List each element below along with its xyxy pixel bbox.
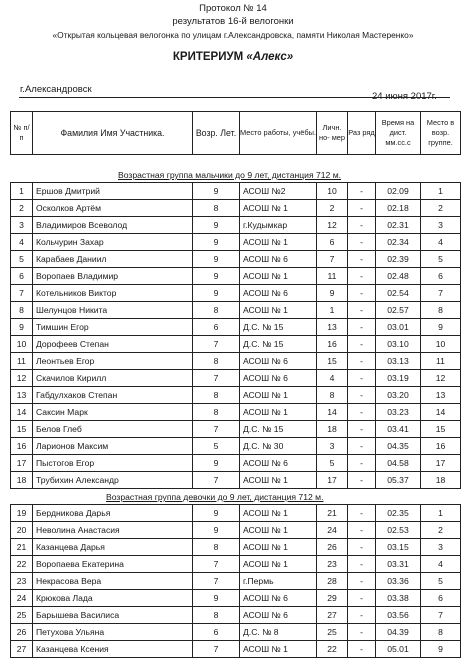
cell-rank: -: [348, 183, 376, 200]
col-bib: Личн. но- мер: [317, 112, 348, 155]
cell-name: Саксин Марк: [33, 404, 193, 421]
cell-place: 5: [421, 573, 461, 590]
cell-num: 8: [11, 302, 33, 319]
cell-time: 02.48: [376, 268, 421, 285]
cell-num: 26: [11, 624, 33, 641]
table-row: [11, 285, 461, 302]
cell-rank: -: [348, 539, 376, 556]
cell-bib: 4: [317, 370, 348, 387]
cell-bib: 13: [317, 319, 348, 336]
cell-work: АСОШ № 1: [240, 472, 317, 489]
cell-age: 9: [193, 590, 240, 607]
cell-num: 22: [11, 556, 33, 573]
date-label: 24 июня 2017г.: [372, 91, 437, 102]
cell-age: 7: [193, 421, 240, 438]
cell-name: Карабаев Даниил: [33, 251, 193, 268]
cell-bib: 15: [317, 353, 348, 370]
cell-bib: 24: [317, 522, 348, 539]
cell-num: 13: [11, 387, 33, 404]
cell-bib: 18: [317, 421, 348, 438]
cell-bib: 26: [317, 539, 348, 556]
cell-work: АСОШ № 1: [240, 200, 317, 217]
results-table-girls: [10, 504, 461, 658]
cell-time: 03.36: [376, 573, 421, 590]
cell-bib: 16: [317, 336, 348, 353]
cell-age: 8: [193, 539, 240, 556]
table-row: [11, 641, 461, 658]
cell-work: АСОШ № 1: [240, 522, 317, 539]
cell-name: Пыстогов Егор: [33, 455, 193, 472]
cell-num: 2: [11, 200, 33, 217]
cell-bib: 23: [317, 556, 348, 573]
cell-place: 6: [421, 268, 461, 285]
cell-work: Д.С. № 30: [240, 438, 317, 455]
table-row: [11, 336, 461, 353]
cell-time: 03.31: [376, 556, 421, 573]
cell-age: 6: [193, 624, 240, 641]
cell-rank: -: [348, 556, 376, 573]
cell-place: 7: [421, 607, 461, 624]
cell-time: 03.56: [376, 607, 421, 624]
cell-name: Казанцева Дарья: [33, 539, 193, 556]
table-row: [11, 421, 461, 438]
cell-place: 2: [421, 200, 461, 217]
cell-name: Крюкова Лада: [33, 590, 193, 607]
group-boys-title: Возрастная группа мальчики до 9 лет, дистанция 712 м.: [118, 170, 342, 180]
cell-name: Некрасова Вера: [33, 573, 193, 590]
cell-work: АСОШ № 1: [240, 641, 317, 658]
cell-work: АСОШ № 6: [240, 251, 317, 268]
cell-work: АСОШ № 6: [240, 590, 317, 607]
cell-work: Д.С. № 15: [240, 336, 317, 353]
cell-rank: -: [348, 505, 376, 522]
cell-place: 16: [421, 438, 461, 455]
cell-num: 1: [11, 183, 33, 200]
cell-rank: -: [348, 590, 376, 607]
cell-bib: 2: [317, 200, 348, 217]
cell-rank: -: [348, 370, 376, 387]
cell-num: 3: [11, 217, 33, 234]
cell-rank: -: [348, 319, 376, 336]
cell-name: Владимиров Всеволод: [33, 217, 193, 234]
cell-age: 8: [193, 302, 240, 319]
cell-place: 4: [421, 234, 461, 251]
cell-rank: -: [348, 455, 376, 472]
cell-num: 14: [11, 404, 33, 421]
cell-rank: -: [348, 641, 376, 658]
cell-age: 6: [193, 319, 240, 336]
cell-name: Белов Глеб: [33, 421, 193, 438]
cell-rank: -: [348, 285, 376, 302]
cell-time: 03.20: [376, 387, 421, 404]
criterion-name: «Алекс»: [246, 51, 294, 63]
cell-place: 14: [421, 404, 461, 421]
cell-rank: -: [348, 251, 376, 268]
cell-name: Скачилов Кирилл: [33, 370, 193, 387]
cell-age: 7: [193, 336, 240, 353]
place-label: г.Александровск: [20, 84, 92, 95]
cell-name: Габдулхаков Степан: [33, 387, 193, 404]
cell-bib: 8: [317, 387, 348, 404]
cell-num: 18: [11, 472, 33, 489]
table-row: [11, 387, 461, 404]
cell-time: 02.35: [376, 505, 421, 522]
cell-name: Котельников Виктор: [33, 285, 193, 302]
cell-name: Неволина Анастасия: [33, 522, 193, 539]
results-table-boys: [10, 182, 461, 489]
table-row: [11, 353, 461, 370]
cell-num: 5: [11, 251, 33, 268]
cell-bib: 11: [317, 268, 348, 285]
table-row: [11, 607, 461, 624]
cell-work: Д.С. № 15: [240, 421, 317, 438]
cell-name: Тимшин Егор: [33, 319, 193, 336]
table-row: [11, 302, 461, 319]
table-row: [11, 370, 461, 387]
cell-work: АСОШ № 6: [240, 607, 317, 624]
cell-rank: -: [348, 353, 376, 370]
cell-num: 6: [11, 268, 33, 285]
cell-bib: 10: [317, 183, 348, 200]
cell-work: АСОШ № 1: [240, 505, 317, 522]
cell-bib: 14: [317, 404, 348, 421]
cell-place: 13: [421, 387, 461, 404]
cell-name: Петухова Ульяна: [33, 624, 193, 641]
cell-age: 9: [193, 234, 240, 251]
table-row: [11, 183, 461, 200]
cell-time: 03.38: [376, 590, 421, 607]
cell-name: Воропаев Владимир: [33, 268, 193, 285]
cell-work: АСОШ № 6: [240, 370, 317, 387]
cell-age: 8: [193, 353, 240, 370]
cell-time: 04.58: [376, 455, 421, 472]
cell-age: 8: [193, 404, 240, 421]
table-row: [11, 472, 461, 489]
criterion-prefix: КРИТЕРИУМ: [172, 51, 247, 63]
cell-num: 19: [11, 505, 33, 522]
cell-place: 12: [421, 370, 461, 387]
cell-time: 04.39: [376, 624, 421, 641]
cell-place: 9: [421, 641, 461, 658]
table-row: [11, 573, 461, 590]
cell-age: 9: [193, 505, 240, 522]
cell-name: Трубихин Александр: [33, 472, 193, 489]
cell-bib: 7: [317, 251, 348, 268]
cell-rank: -: [348, 387, 376, 404]
col-time: Время на дист. мм.сс.с: [376, 112, 421, 155]
cell-bib: 1: [317, 302, 348, 319]
cell-rank: -: [348, 302, 376, 319]
cell-place: 9: [421, 319, 461, 336]
cell-rank: -: [348, 200, 376, 217]
cell-place: 3: [421, 217, 461, 234]
cell-work: АСОШ № 1: [240, 556, 317, 573]
cell-age: 7: [193, 370, 240, 387]
cell-name: Кольчурин Захар: [33, 234, 193, 251]
cell-bib: 17: [317, 472, 348, 489]
cell-bib: 5: [317, 455, 348, 472]
cell-age: 7: [193, 472, 240, 489]
cell-rank: -: [348, 217, 376, 234]
cell-name: Ларионов Максим: [33, 438, 193, 455]
cell-rank: -: [348, 421, 376, 438]
cell-num: 21: [11, 539, 33, 556]
cell-bib: 29: [317, 590, 348, 607]
table-row: [11, 234, 461, 251]
table-row: [11, 539, 461, 556]
cell-rank: -: [348, 268, 376, 285]
cell-num: 17: [11, 455, 33, 472]
cell-time: 05.01: [376, 641, 421, 658]
col-name: Фамилия Имя Участника.: [33, 112, 193, 155]
cell-time: 02.54: [376, 285, 421, 302]
cell-num: 23: [11, 573, 33, 590]
cell-num: 12: [11, 370, 33, 387]
cell-place: 8: [421, 624, 461, 641]
cell-work: АСОШ № 6: [240, 455, 317, 472]
cell-num: 20: [11, 522, 33, 539]
cell-time: 03.10: [376, 336, 421, 353]
cell-num: 24: [11, 590, 33, 607]
cell-place: 8: [421, 302, 461, 319]
cell-num: 27: [11, 641, 33, 658]
col-rank: Раз ряд: [348, 112, 376, 155]
cell-place: 6: [421, 590, 461, 607]
table-row: [11, 268, 461, 285]
cell-num: 9: [11, 319, 33, 336]
cell-age: 9: [193, 183, 240, 200]
cell-bib: 21: [317, 505, 348, 522]
cell-place: 2: [421, 522, 461, 539]
col-work: Место работы, учёбы.: [240, 112, 317, 155]
cell-place: 3: [421, 539, 461, 556]
cell-rank: -: [348, 624, 376, 641]
cell-work: Д.С. № 8: [240, 624, 317, 641]
cell-rank: -: [348, 472, 376, 489]
cell-num: 15: [11, 421, 33, 438]
cell-num: 7: [11, 285, 33, 302]
table-row: [11, 556, 461, 573]
cell-bib: 28: [317, 573, 348, 590]
table-row: [11, 404, 461, 421]
col-num: № п/ п: [11, 112, 33, 155]
table-row: [11, 251, 461, 268]
cell-work: АСОШ №2: [240, 183, 317, 200]
cell-bib: 25: [317, 624, 348, 641]
cell-time: 02.39: [376, 251, 421, 268]
cell-name: Барышева Василиса: [33, 607, 193, 624]
cell-time: 03.01: [376, 319, 421, 336]
group-girls-title: Возрастная группа девочки до 9 лет, дистанция 712 м.: [106, 492, 324, 502]
cell-age: 7: [193, 573, 240, 590]
cell-work: АСОШ № 1: [240, 268, 317, 285]
cell-age: 9: [193, 268, 240, 285]
cell-bib: 22: [317, 641, 348, 658]
cell-work: г.Пермь: [240, 573, 317, 590]
cell-num: 25: [11, 607, 33, 624]
cell-place: 15: [421, 421, 461, 438]
table-row: [11, 624, 461, 641]
cell-bib: 6: [317, 234, 348, 251]
column-header-table: [10, 111, 461, 155]
cell-age: 8: [193, 607, 240, 624]
cell-bib: 3: [317, 438, 348, 455]
cell-num: 16: [11, 438, 33, 455]
cell-num: 11: [11, 353, 33, 370]
col-age: Возр. Лет.: [193, 112, 240, 155]
cell-time: 02.18: [376, 200, 421, 217]
cell-time: 03.23: [376, 404, 421, 421]
table-row: [11, 319, 461, 336]
cell-age: 9: [193, 251, 240, 268]
cell-time: 03.19: [376, 370, 421, 387]
table-row: [11, 200, 461, 217]
cell-work: АСОШ № 1: [240, 387, 317, 404]
cell-name: Бердникова Дарья: [33, 505, 193, 522]
cell-work: АСОШ № 1: [240, 539, 317, 556]
cell-rank: -: [348, 438, 376, 455]
cell-num: 4: [11, 234, 33, 251]
cell-num: 10: [11, 336, 33, 353]
cell-work: АСОШ № 1: [240, 404, 317, 421]
cell-work: АСОШ № 1: [240, 302, 317, 319]
protocol-number: Протокол № 14: [199, 3, 267, 14]
cell-bib: 9: [317, 285, 348, 302]
cell-time: 03.15: [376, 539, 421, 556]
cell-time: 03.41: [376, 421, 421, 438]
table-row: [11, 590, 461, 607]
cell-work: АСОШ № 6: [240, 285, 317, 302]
cell-name: Казанцева Ксения: [33, 641, 193, 658]
cell-place: 11: [421, 353, 461, 370]
cell-age: 7: [193, 556, 240, 573]
cell-place: 18: [421, 472, 461, 489]
cell-work: АСОШ № 6: [240, 353, 317, 370]
table-row: [11, 455, 461, 472]
table-row: [11, 217, 461, 234]
cell-age: 9: [193, 455, 240, 472]
table-row: [11, 438, 461, 455]
cell-name: Дорофеев Степан: [33, 336, 193, 353]
cell-time: 04.35: [376, 438, 421, 455]
cell-place: 10: [421, 336, 461, 353]
race-name: «Открытая кольцевая велогонка по улицам г.Александровска, памяти Николая Мастеренко»: [52, 30, 414, 40]
cell-age: 8: [193, 387, 240, 404]
cell-age: 9: [193, 522, 240, 539]
cell-age: 9: [193, 285, 240, 302]
cell-time: 02.57: [376, 302, 421, 319]
cell-place: 7: [421, 285, 461, 302]
cell-time: 05.37: [376, 472, 421, 489]
cell-rank: -: [348, 607, 376, 624]
table-row: [11, 505, 461, 522]
cell-time: 03.13: [376, 353, 421, 370]
cell-bib: 12: [317, 217, 348, 234]
cell-time: 02.09: [376, 183, 421, 200]
cell-time: 02.31: [376, 217, 421, 234]
cell-time: 02.34: [376, 234, 421, 251]
cell-age: 8: [193, 200, 240, 217]
cell-place: 1: [421, 183, 461, 200]
cell-rank: -: [348, 336, 376, 353]
cell-rank: -: [348, 404, 376, 421]
cell-name: Воропаева Екатерина: [33, 556, 193, 573]
cell-rank: -: [348, 573, 376, 590]
protocol-subtitle: результатов 16-й велогонки: [172, 16, 294, 27]
cell-age: 9: [193, 217, 240, 234]
cell-work: АСОШ № 1: [240, 234, 317, 251]
cell-name: Осколков Артём: [33, 200, 193, 217]
cell-bib: 27: [317, 607, 348, 624]
col-place: Место в возр. группе.: [421, 112, 461, 155]
cell-place: 4: [421, 556, 461, 573]
cell-name: Ершов Дмитрий: [33, 183, 193, 200]
cell-age: 7: [193, 641, 240, 658]
cell-work: Д.С. № 15: [240, 319, 317, 336]
cell-age: 5: [193, 438, 240, 455]
cell-time: 02.53: [376, 522, 421, 539]
cell-name: Леонтьев Егор: [33, 353, 193, 370]
criterion-title: [0, 51, 466, 63]
cell-name: Шелунцов Никита: [33, 302, 193, 319]
table-row: [11, 522, 461, 539]
cell-place: 17: [421, 455, 461, 472]
cell-place: 5: [421, 251, 461, 268]
cell-rank: -: [348, 234, 376, 251]
cell-place: 1: [421, 505, 461, 522]
cell-rank: -: [348, 522, 376, 539]
cell-work: г.Кудымкар: [240, 217, 317, 234]
